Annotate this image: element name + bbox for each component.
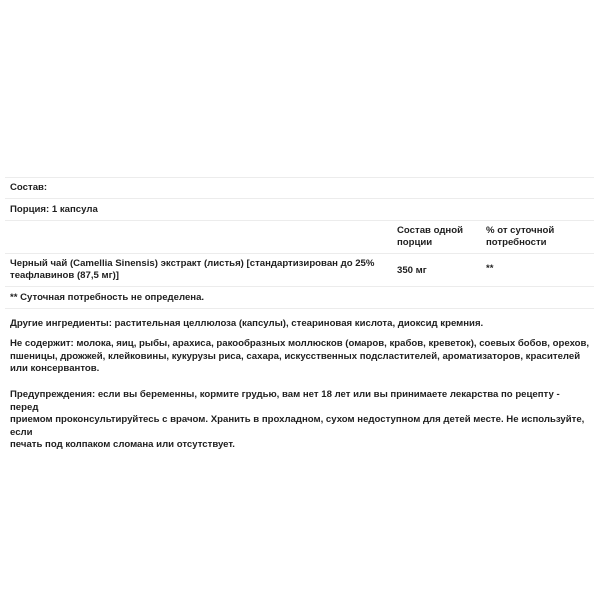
amount-header-line2: порции: [397, 237, 433, 248]
ingredient-name: [10, 258, 390, 282]
daily-value-header: [486, 225, 576, 249]
free-of-line3: или консервантов.: [10, 363, 100, 374]
composition-row: [5, 177, 594, 198]
other-ingredients: Другие ингредиенты: растительная целлюлоза (капсулы), стеариновая кислота, диоксид кремния.: [10, 318, 484, 329]
supplement-facts-table: [5, 177, 594, 309]
warnings-line1: Предупреждения: если вы беременны, кормите грудью, вам нет 18 лет или вы принимаете лекарства по рецепту - перед: [10, 389, 560, 413]
ingredient-amount: 350 мг: [397, 265, 427, 276]
footnote: ** Суточная потребность не определена.: [10, 292, 205, 303]
amount-per-serving-header: [397, 225, 477, 249]
free-of-line1: Не содержит: молока, яиц, рыбы, арахиса, ракообразных моллюсков (омаров, крабов, креветок), соевых бобов, орехов,: [10, 338, 590, 349]
ingredient-name-line2: теафлавинов (87,5 мг)]: [10, 270, 119, 281]
free-of-allergens: [10, 338, 590, 376]
warnings-line3: печать под колпаком сломана или отсутствует.: [10, 439, 235, 450]
warnings-line2: приемом проконсультируйтесь с врачом. Хранить в прохладном, сухом недоступном для детей месте. Не используйте, если: [10, 414, 585, 438]
table-header-row: [5, 220, 594, 253]
footnote-row: [5, 286, 594, 309]
free-of-line2: пшеницы, дрожжей, клейковины, кукурузы риса, сахара, искусственных подсластителей, ароматизаторов, красителей: [10, 350, 581, 362]
warnings: [10, 389, 590, 452]
serving-size-row: [5, 198, 594, 220]
ingredient-name-line1: Черный чай (Camellia Sinensis) экстракт (листья) [стандартизирован до 25%: [10, 258, 375, 269]
serving-size: Порция: 1 капсула: [10, 204, 98, 215]
dv-header-line1: % от суточной: [486, 225, 555, 236]
composition-label: Состав:: [10, 182, 48, 193]
ingredient-daily-value: **: [486, 263, 494, 274]
table-row: [5, 253, 594, 286]
amount-header-line1: Состав одной: [397, 225, 463, 236]
dv-header-line2: потребности: [486, 237, 547, 248]
